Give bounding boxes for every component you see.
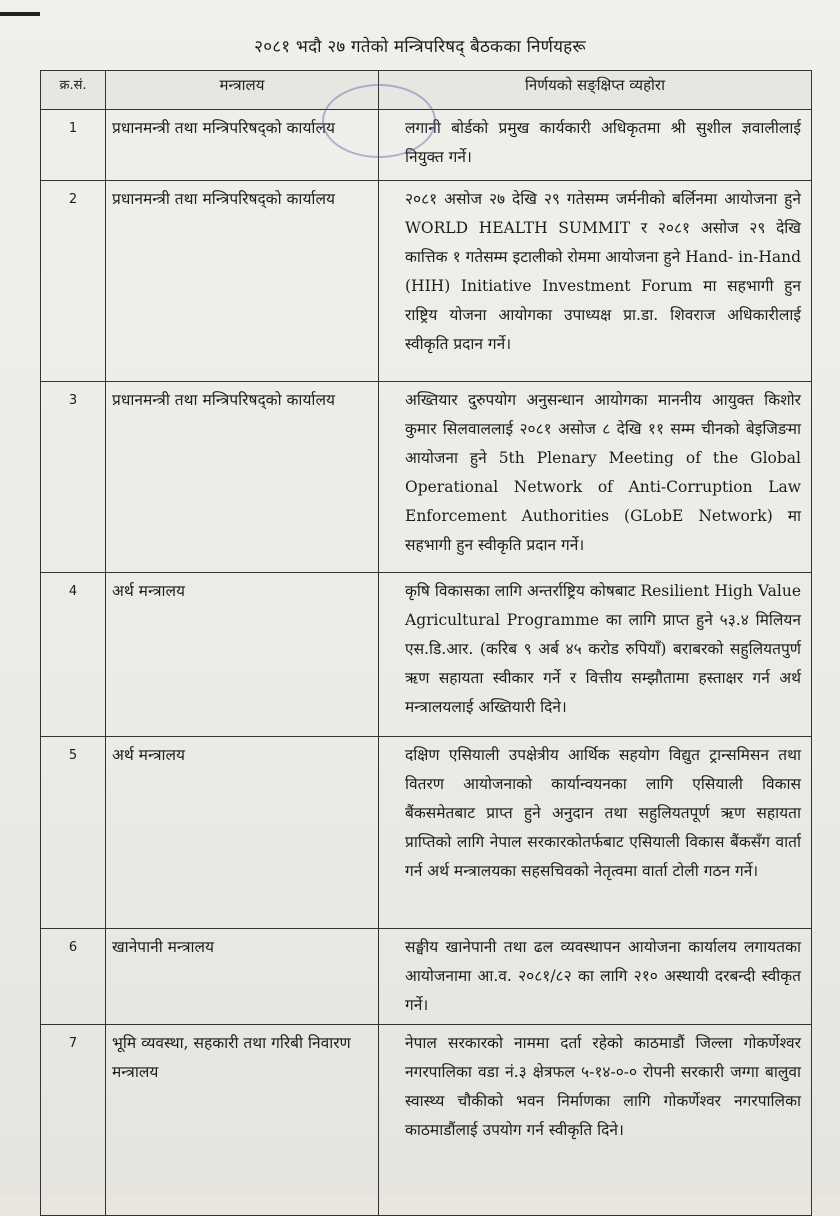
table-row <box>41 110 812 181</box>
table-header-row <box>41 71 812 110</box>
row-ministry: अर्थ मन्त्रालय <box>106 573 379 737</box>
row-decision: दक्षिण एसियाली उपक्षेत्रीय आर्थिक सहयोग विद्युत ट्रान्समिसन तथा वितरण आयोजनाको कार्यान्वयनका लागि एसियाली विकास बैंकसमेतबाट प्राप्त हुने अनुदान तथा सहुलियतपूर्ण ऋण सहायता प्राप्तिको लागि नेपाल सरकारकोतर्फबाट एसियाली विकास बैंकसँग वार्ता गर्न अर्थ मन्त्रालयका सहसचिवको नेतृत्वमा वार्ता टोली गठन गर्ने। <box>379 737 812 929</box>
row-serial-number: 4 <box>41 573 106 737</box>
row-ministry: प्रधानमन्त्री तथा मन्त्रिपरिषद्को कार्यालय <box>106 110 379 181</box>
table-row <box>41 1025 812 1216</box>
table-row <box>41 573 812 737</box>
table-row <box>41 382 812 573</box>
row-ministry: प्रधानमन्त्री तथा मन्त्रिपरिषद्को कार्यालय <box>106 181 379 382</box>
row-serial-number: 1 <box>41 110 106 181</box>
row-ministry: खानेपानी मन्त्रालय <box>106 929 379 1025</box>
row-serial-number: 5 <box>41 737 106 929</box>
row-decision: २०८१ असोज २७ देखि २९ गतेसम्म जर्मनीको बर्लिनमा आयोजना हुने WORLD HEALTH SUMMIT र २०८१ असोज २९ देखि कात्तिक १ गतेसम्म इटालीको रोममा आयोजना हुने Hand- in-Hand (HIH) Initiative Investment Forum मा सहभागी हुन राष्ट्रिय योजना आयोगका उपाध्यक्ष प्रा.डा. शिवराज अधिकारीलाई स्वीकृति प्रदान गर्ने। <box>379 181 812 382</box>
decisions-table <box>40 70 812 1216</box>
page-title: २०८१ भदौ २७ गतेको मन्त्रिपरिषद् बैठकका निर्णयहरू <box>254 37 586 57</box>
row-serial-number: 7 <box>41 1025 106 1216</box>
row-decision: नेपाल सरकारको नाममा दर्ता रहेको काठमाडौं जिल्ला गोकर्णेश्वर नगरपालिका वडा नं.३ क्षेत्रफल ५-१४-०-० रोपनी सरकारी जग्गा बालुवा स्वास्थ्य चौकीको भवन निर्माणका लागि गोकर्णेश्वर नगरपालिका काठमाडौंलाई उपयोग गर्न स्वीकृति दिने। <box>379 1025 812 1216</box>
header-decision: निर्णयको सङ्क्षिप्त व्यहोरा <box>379 71 812 110</box>
table-row <box>41 929 812 1025</box>
row-ministry: अर्थ मन्त्रालय <box>106 737 379 929</box>
row-serial-number: 6 <box>41 929 106 1025</box>
row-ministry: प्रधानमन्त्री तथा मन्त्रिपरिषद्को कार्यालय <box>106 382 379 573</box>
header-ministry: मन्त्रालय <box>106 71 379 110</box>
table-row <box>41 181 812 382</box>
row-ministry: भूमि व्यवस्था, सहकारी तथा गरिबी निवारण मन्त्रालय <box>106 1025 379 1216</box>
row-decision: अख्तियार दुरुपयोग अनुसन्धान आयोगका माननीय आयुक्त किशोर कुमार सिलवाललाई २०८१ असोज ८ देखि ११ सम्म चीनको बेइजिङमा आयोजना हुने 5th Plenary Meeting of the Global Operational Network of Anti-Corruption Law Enforcement Authorities (GLobE Network) मा सहभागी हुन स्वीकृति प्रदान गर्ने। <box>379 382 812 573</box>
table-row <box>41 737 812 929</box>
header-serial-number: क्र.सं. <box>41 71 106 110</box>
row-serial-number: 3 <box>41 382 106 573</box>
row-decision: लगानी बोर्डको प्रमुख कार्यकारी अधिकृतमा श्री सुशील ज्ञवालीलाई नियुक्त गर्ने। <box>379 110 812 181</box>
margin-mark <box>0 12 40 16</box>
row-serial-number: 2 <box>41 181 106 382</box>
row-decision: सङ्घीय खानेपानी तथा ढल व्यवस्थापन आयोजना कार्यालय लगायतका आयोजनामा आ.व. २०८१/८२ का लागि २१० अस्थायी दरबन्दी स्वीकृत गर्ने। <box>379 929 812 1025</box>
row-decision: कृषि विकासका लागि अन्तर्राष्ट्रिय कोषबाट Resilient High Value Agricultural Programme का लागि प्राप्त हुने ५३.४ मिलियन एस.डि.आर. (करिब ९ अर्ब ४५ करोड रुपियाँ) बराबरको सहुलियतपुर्ण ऋण सहायता स्वीकार गर्ने र वित्तीय सम्झौतामा हस्ताक्षर गर्न अर्थ मन्त्रालयलाई अख्तियारी दिने। <box>379 573 812 737</box>
